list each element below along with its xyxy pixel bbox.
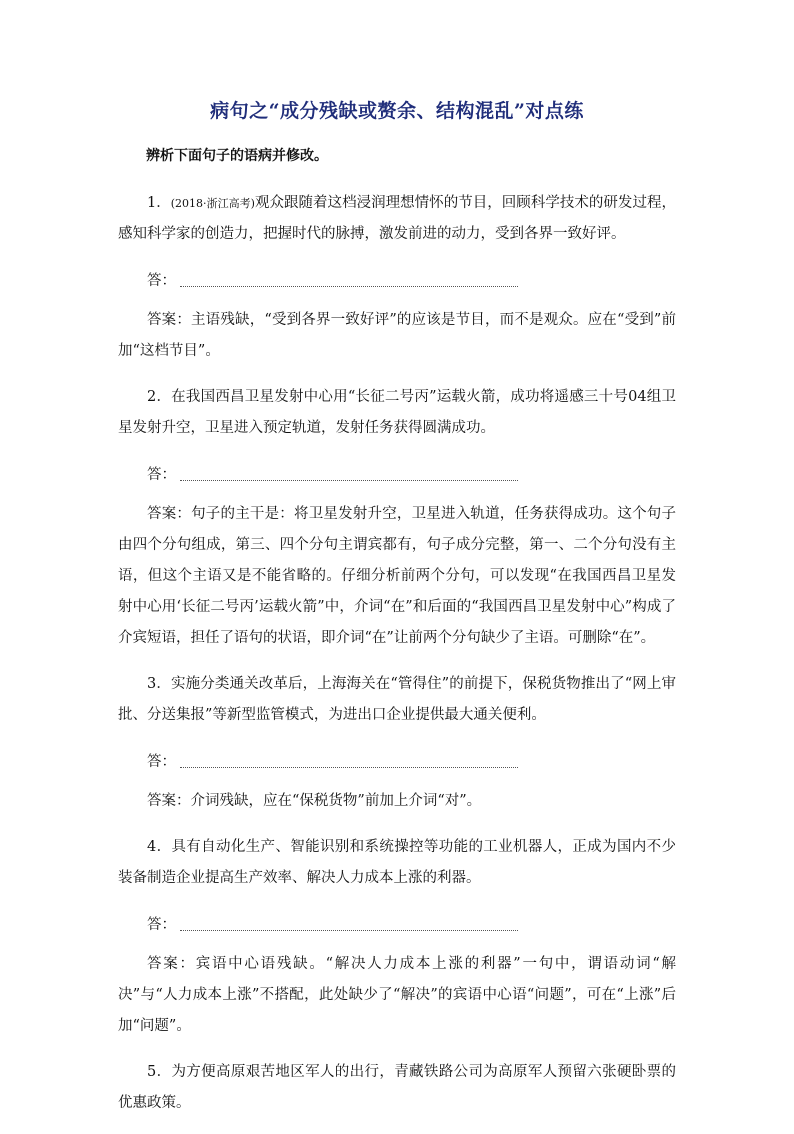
question-number: 4． xyxy=(147,839,172,855)
answer-label: 答： xyxy=(147,467,176,483)
answer-blank xyxy=(180,766,518,768)
answer-4: 答案：宾语中心语残缺。“解决人力成本上涨的利器”一句中，谓语动词“解决”与“人力成本上涨”不搭配，此处缺少了“解决”的宾语中心语“问题”，可在“上涨”后加“问题”。 xyxy=(118,956,676,1034)
answer-label: 答： xyxy=(147,917,176,933)
question-text: 观众跟随着这档浸润理想情怀的节目，回顾科学技术的研发过程，感知科学家的创造力，把握时代的脉搏，激发前进的动力，受到各界一致好评。 xyxy=(118,195,676,242)
instruction-text: 辨析下面句子的语病并修改。 xyxy=(146,148,328,164)
question-number: 2． xyxy=(147,389,172,405)
question-source: (2018·浙江高考) xyxy=(170,197,255,210)
answer-blank xyxy=(180,285,518,287)
answer-1: 答案：主语残缺，“受到各界一致好评”的应该是节目，而不是观众。应在“受到”前加“这档节目”。 xyxy=(118,312,676,359)
question-3 xyxy=(118,669,676,731)
question-text: 在我国西昌卫星发射中心用“长征二号丙”运载火箭，成功将遥感三十号04组卫星发射升空，卫星进入预定轨道，发射任务获得圆满成功。 xyxy=(118,389,676,436)
answer-line-2 xyxy=(147,459,676,485)
exercise-content xyxy=(118,146,676,1134)
answer-label: 答： xyxy=(147,273,176,289)
question-2 xyxy=(118,382,676,444)
answer-blank xyxy=(180,479,518,481)
answer-line-3 xyxy=(147,746,676,772)
question-text: 为方便高原艰苦地区军人的出行，青藏铁路公司为高原军人预留六张硬卧票的优惠政策。 xyxy=(118,1064,676,1111)
answer-line-4 xyxy=(147,909,676,935)
question-number: 5． xyxy=(147,1064,172,1080)
question-4 xyxy=(118,832,676,894)
answer-3: 答案：介词残缺，应在“保税货物”前加上介词“对”。 xyxy=(147,793,482,809)
question-number: 3． xyxy=(147,676,171,692)
question-1 xyxy=(118,188,676,250)
answer-2: 答案：句子的主干是：将卫星发射升空，卫星进入轨道，任务获得成功。这个句子由四个分句组成，第三、四个分句主谓宾都有，句子成分完整，第一、二个分句没有主语，但这个主语又是不能省略的。仔细分析前两个分句，可以发现“在我国西昌卫星发射中心用‘长征二号丙’运载火箭”中，介词“在”和后面的“我国西昌卫星发射中心”构成了介宾短语，担任了语句的状语，即介词“在”让前两个分句缺少了主语。可删除“在”。 xyxy=(118,506,676,646)
question-5 xyxy=(118,1057,676,1119)
answer-label: 答： xyxy=(147,754,176,770)
page-title: 病句之“成分残缺或赘余、结构混乱”对点练 xyxy=(210,100,584,122)
question-text: 实施分类通关改革后，上海海关在“管得住”的前提下，保税货物推出了“网上审批、分送集报”等新型监管模式，为进出口企业提供最大通关便利。 xyxy=(118,676,676,723)
answer-line-1 xyxy=(147,265,676,291)
question-text: 具有自动化生产、智能识别和系统操控等功能的工业机器人，正成为国内不少装备制造企业提高生产效率、解决人力成本上涨的利器。 xyxy=(118,839,676,886)
question-number: 1． xyxy=(147,195,171,211)
answer-blank xyxy=(180,929,518,931)
